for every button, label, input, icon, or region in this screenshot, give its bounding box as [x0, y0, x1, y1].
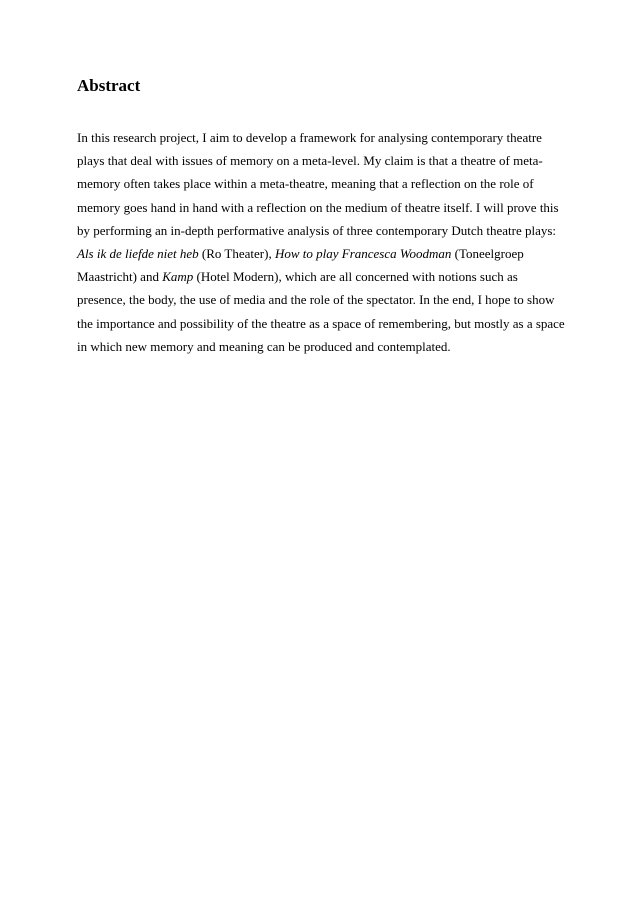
line-text: memory often takes place within a meta-theatre, meaning that a reflection on the role of — [77, 176, 534, 192]
line-text: Maastricht) and — [77, 269, 163, 285]
line-text: the importance and possibility of the theatre as a space of remembering, but mostly as a space — [77, 315, 565, 331]
abstract-paragraph — [77, 126, 567, 358]
paragraph-line — [77, 219, 567, 242]
abstract-heading: Abstract — [77, 76, 141, 95]
paragraph-line — [77, 126, 567, 149]
line-text: (Hotel Modern), which are all concerned with notions such as — [193, 269, 518, 285]
paragraph-line — [77, 265, 567, 288]
play-title: How to play Francesca Woodman — [274, 245, 452, 261]
line-text: In this research project, I aim to develop a framework for analysing contemporary theatre — [77, 130, 542, 145]
play-title: Kamp — [162, 269, 194, 285]
line-text: in which new memory and meaning can be produced and contemplated. — [77, 338, 451, 354]
line-text: (Toneelgroep — [451, 245, 524, 261]
line-text: by performing an in-depth performative analysis of three contemporary Dutch theatre plays: — [77, 222, 557, 238]
line-text: (Ro Theater), — [198, 245, 275, 261]
paragraph-line — [77, 288, 567, 311]
paragraph-line — [77, 149, 567, 172]
paragraph-line — [77, 312, 567, 335]
line-text: plays that deal with issues of memory on a meta-level. My claim is that a theatre of meta- — [77, 153, 543, 169]
paragraph-line — [77, 196, 567, 219]
paragraph-line — [77, 242, 567, 265]
line-text: memory goes hand in hand with a reflection on the medium of theatre itself. I will prove this — [77, 199, 559, 215]
paragraph-line — [77, 172, 567, 195]
play-title: Als ik de liefde niet heb — [77, 245, 199, 261]
line-text: presence, the body, the use of media and the role of the spectator. In the end, I hope to show — [77, 292, 555, 308]
paragraph-line — [77, 335, 567, 358]
